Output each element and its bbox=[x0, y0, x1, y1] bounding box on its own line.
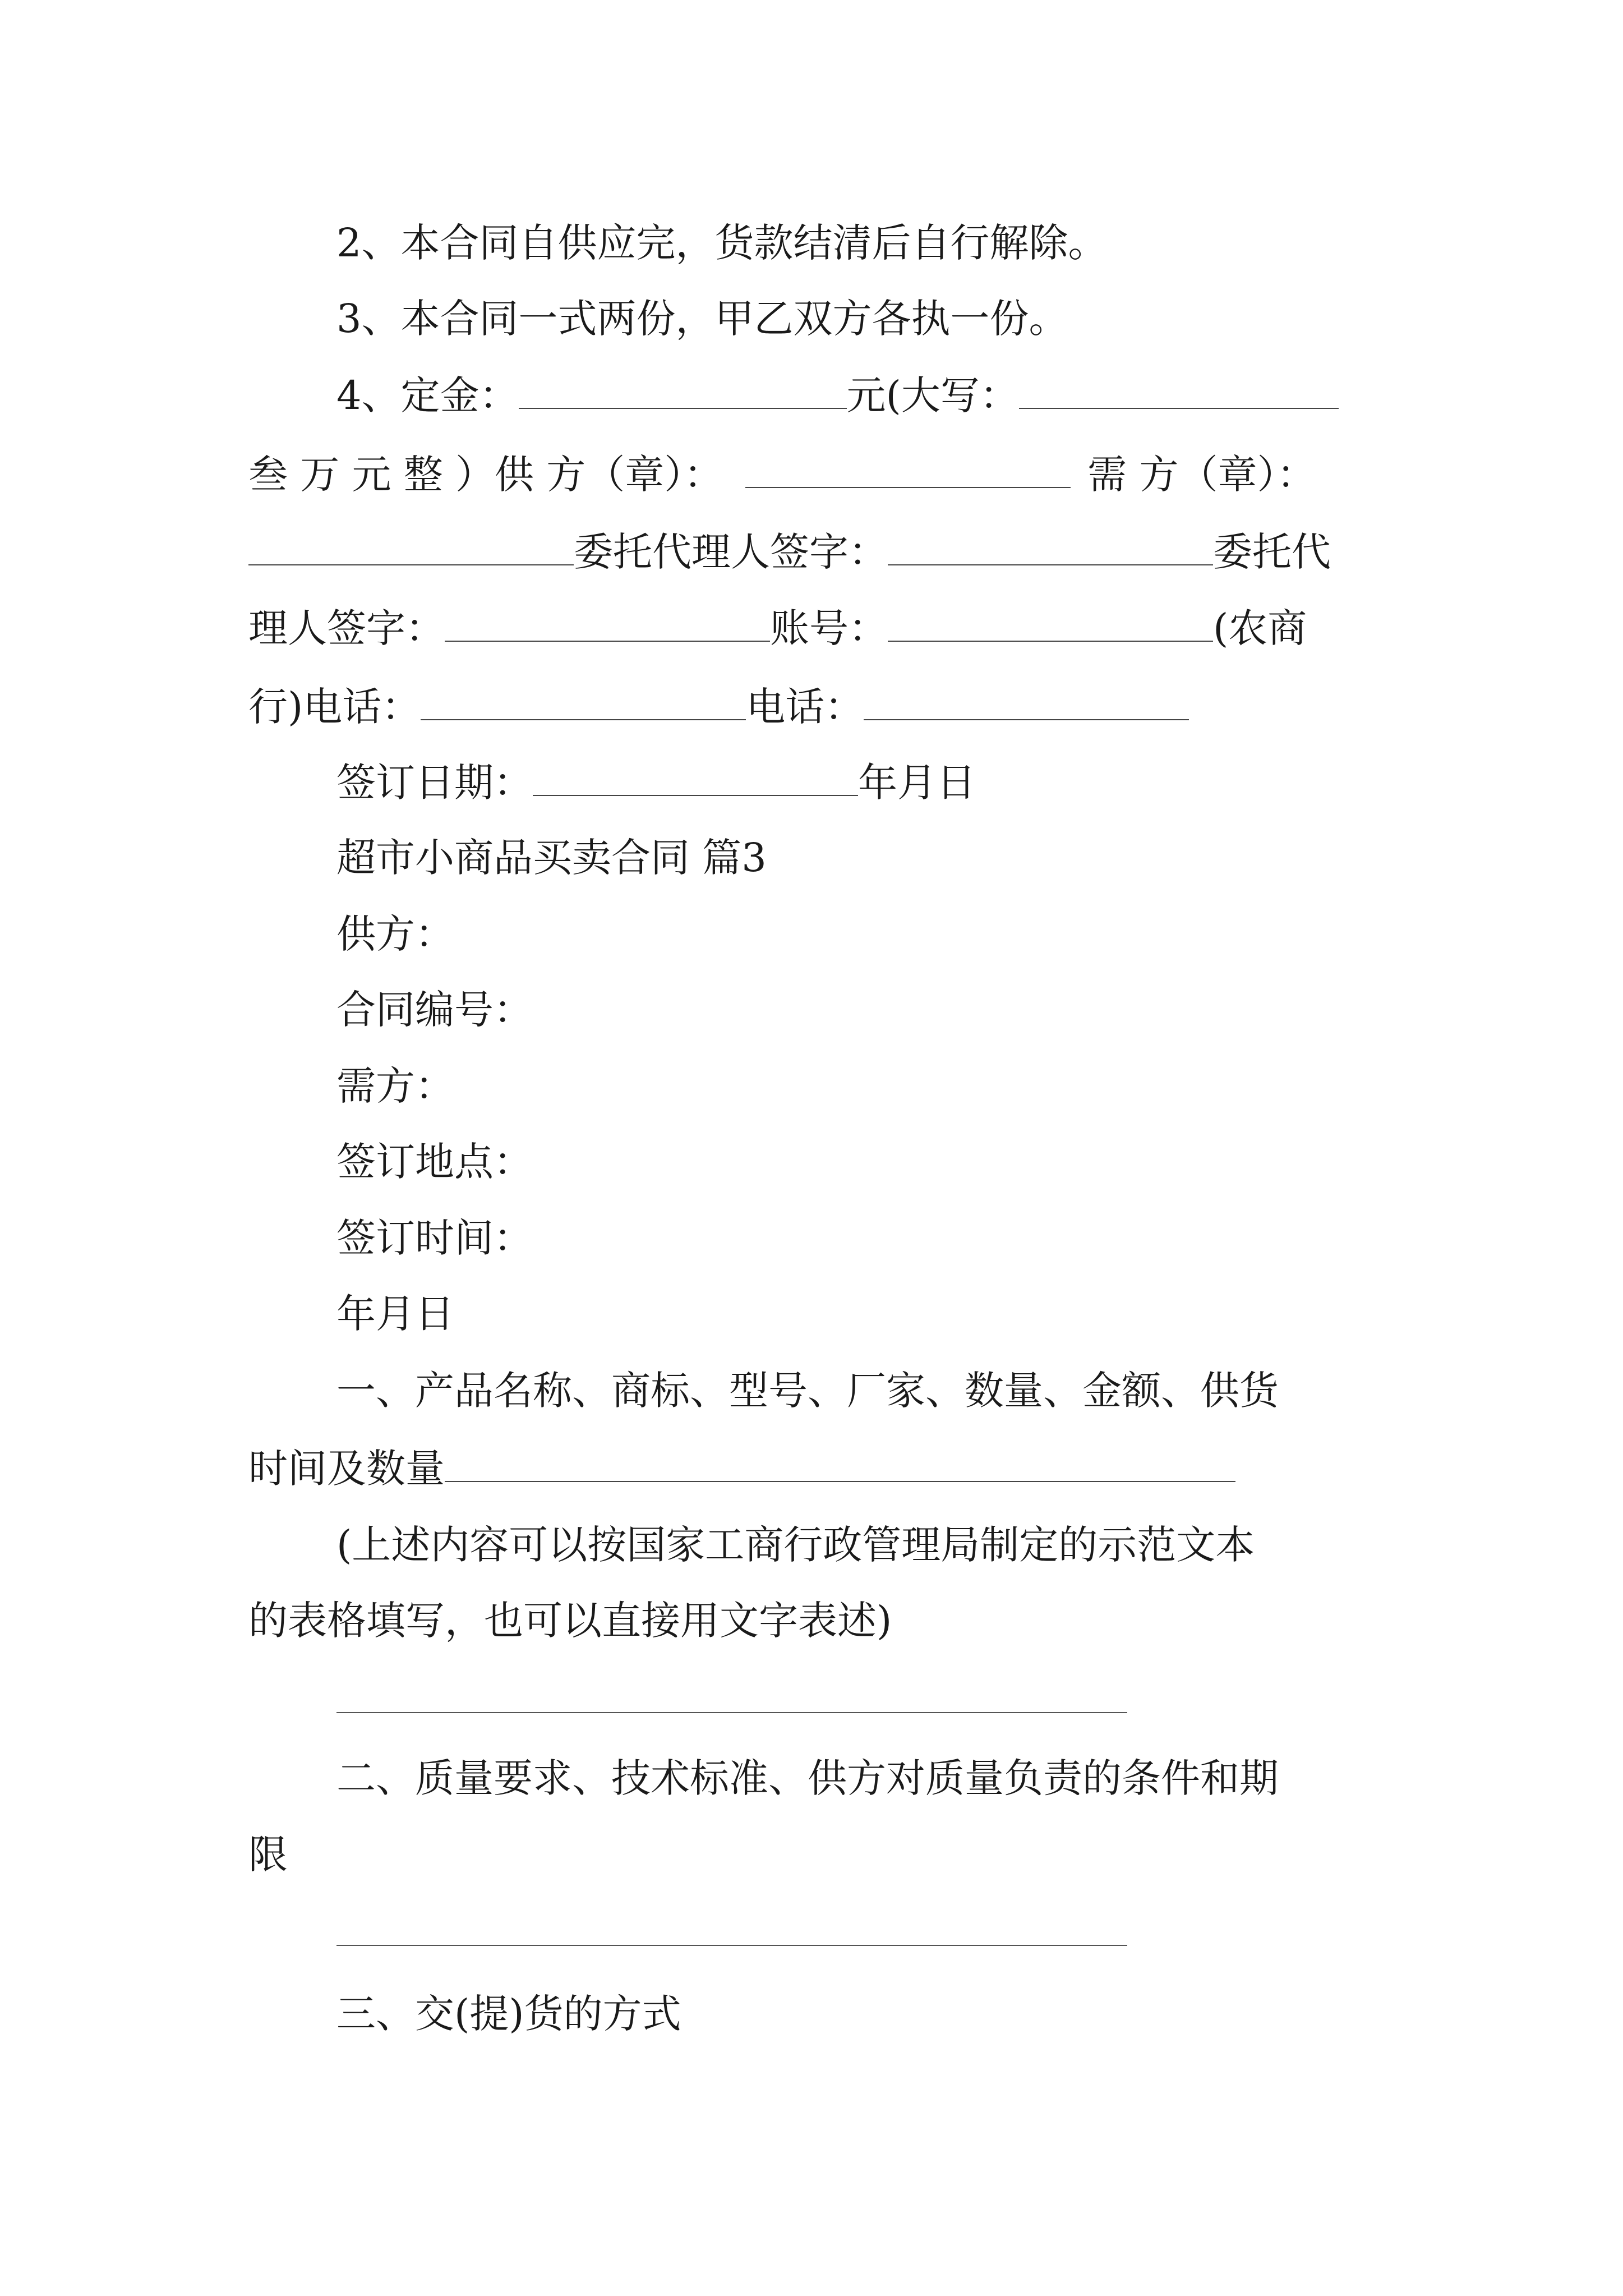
agent-line-2 bbox=[248, 599, 1307, 656]
sign-date-ymd: 年月日 bbox=[858, 760, 976, 806]
contract-number-field: 合同编号： bbox=[336, 987, 533, 1033]
agent-sign-blank bbox=[888, 523, 1213, 565]
clause-2-heading: 二、质量要求、技术标准、供方对质量负责的条件和期 bbox=[336, 1755, 1279, 1801]
deposit-words-blank bbox=[1019, 366, 1339, 409]
clause-1-continued bbox=[248, 1439, 1235, 1497]
sign-date-label: 签订日期： bbox=[336, 760, 533, 806]
sign-place-field: 签订地点： bbox=[336, 1139, 533, 1185]
fill-in-rule-1 bbox=[336, 1712, 1127, 1713]
agent-line-1 bbox=[248, 523, 1331, 580]
agent-sign-blank-2 bbox=[445, 599, 770, 642]
sign-time-ymd: 年月日 bbox=[336, 1291, 454, 1337]
clause-2: 2、本合同自供应完，货款结清后自行解除。 bbox=[336, 220, 1108, 266]
supplier-seal-blank bbox=[745, 445, 1071, 488]
phone-label-2: 电话： bbox=[746, 684, 864, 730]
section-heading: 超市小商品买卖合同 篇3 bbox=[336, 835, 767, 881]
bank-phone-label: 行)电话： bbox=[248, 684, 421, 730]
supplier-field: 供方： bbox=[336, 911, 454, 957]
clause-3: 3、本合同一式两份，甲乙双方各执一份。 bbox=[336, 296, 1068, 342]
phone-blank-2 bbox=[864, 678, 1189, 720]
bank-label-a: (农商 bbox=[1213, 605, 1307, 651]
agent-sign-label: 委托代理人签字： bbox=[574, 529, 888, 575]
fill-in-rule-2 bbox=[336, 1945, 1127, 1946]
agent-sign-label-2a: 委托代 bbox=[1213, 529, 1331, 575]
buyer-seal-label: 需 方（章）： bbox=[1087, 452, 1316, 498]
account-label: 账号： bbox=[770, 605, 888, 651]
buyer-seal-blank bbox=[248, 523, 574, 565]
clause-1-heading: 一、产品名称、商标、型号、厂家、数量、金额、供货 bbox=[336, 1368, 1279, 1414]
supplier-seal-line bbox=[248, 445, 1316, 503]
clause-2-tail: 限 bbox=[248, 1832, 288, 1878]
sign-date-blank bbox=[533, 753, 858, 796]
clause-3-heading: 三、交(提)货的方式 bbox=[336, 1991, 681, 2037]
phone-line bbox=[248, 678, 1189, 735]
deposit-label: 4、定金： bbox=[336, 372, 519, 418]
clause-1-blank bbox=[445, 1439, 1235, 1482]
note-line-2: 的表格填写，也可以直接用文字表述) bbox=[248, 1598, 892, 1644]
clause-1-tail: 时间及数量 bbox=[248, 1446, 445, 1492]
phone-blank-1 bbox=[421, 678, 746, 720]
buyer-field: 需方： bbox=[336, 1063, 454, 1109]
account-blank bbox=[888, 599, 1213, 642]
amount-supplier-seal-label: 叁 万 元 整 ）供 方（章）： bbox=[248, 452, 723, 498]
sign-date-line bbox=[336, 753, 976, 811]
deposit-blank bbox=[519, 366, 847, 409]
note-line-1: (上述内容可以按国家工商行政管理局制定的示范文本 bbox=[336, 1522, 1255, 1568]
sign-time-field: 签订时间： bbox=[336, 1215, 533, 1261]
deposit-words-label: 元(大写： bbox=[846, 372, 1019, 418]
deposit-line bbox=[336, 366, 1339, 424]
agent-sign-label-2b: 理人签字： bbox=[248, 605, 445, 651]
